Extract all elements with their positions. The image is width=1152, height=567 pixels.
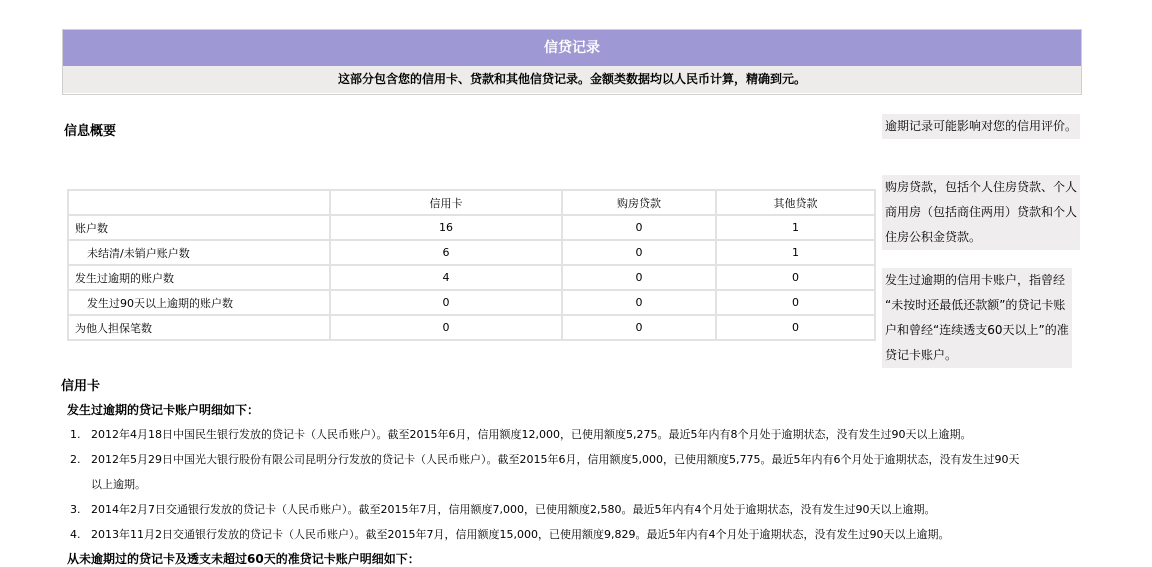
note-housing-loan [882, 175, 1080, 250]
list-item: 4. 2013年11月2日交通银行发放的贷记卡（人民币账户）。截至2015年7月，信用额度15,000，已使用额度9,829。最近5年内有4个月处于逾期状态，没有发生过90天以上逾期。 [70, 528, 950, 541]
table-cell: 4 [330, 265, 562, 290]
table-cell: 0 [330, 315, 562, 340]
banner-title: 信贷记录 [63, 30, 1081, 66]
record-text: 2013年11月2日交通银行发放的贷记卡（人民币账户）。截至2015年7月，信用额度15,000，已使用额度9,829。最近5年内有4个月处于逾期状态，没有发生过90天以上逾期。 [91, 528, 950, 541]
column-header: 购房贷款 [562, 190, 716, 215]
list-item: 1. 2012年4月18日中国民生银行发放的贷记卡（人民币账户）。截至2015年6月，信用额度12,000，已使用额度5,275。最近5年内有8个月处于逾期状态，没有发生过90天以上逾期。 [70, 428, 972, 441]
credit-record-banner [62, 29, 1082, 95]
table-cell: 0 [562, 265, 716, 290]
normal-cards-heading: 从未逾期过的贷记卡及透支未超过60天的准贷记卡账户明细如下： [67, 552, 420, 566]
table-row [68, 290, 875, 315]
table-row [68, 215, 875, 240]
column-header [68, 190, 330, 215]
table-cell: 16 [330, 215, 562, 240]
note-overdue-card-definition [882, 268, 1072, 368]
record-text: 2012年4月18日中国民生银行发放的贷记卡（人民币账户）。截至2015年6月，信用额度12,000，已使用额度5,275。最近5年内有8个月处于逾期状态，没有发生过90天以上逾期。 [91, 428, 972, 441]
table-row [68, 315, 875, 340]
table-cell: 0 [330, 290, 562, 315]
note-line: “未按时还最低还款额”的贷记卡账 [885, 298, 1066, 312]
row-label: 发生过90天以上逾期的账户数 [68, 290, 330, 315]
table-cell: 0 [716, 315, 875, 340]
table-cell: 0 [562, 290, 716, 315]
overview-table [67, 189, 876, 341]
overview-heading: 信息概要 [64, 124, 117, 139]
table-header-row [68, 190, 875, 215]
credit-card-heading: 信用卡 [61, 379, 101, 394]
record-text: 2012年5月29日中国光大银行股份有限公司昆明分行发放的贷记卡（人民币账户）。截至2015年6月，信用额度5,000，已使用额度5,775。最近5年内有6个月处于逾期状态，没有发生过90天 [91, 453, 1020, 466]
note-line: 购房贷款，包括个人住房贷款、个人 [885, 180, 1078, 194]
note-line: 发生过逾期的信用卡账户，指曾经 [885, 273, 1066, 287]
record-text: 2014年2月7日交通银行发放的贷记卡（人民币账户）。截至2015年7月，信用额度7,000，已使用额度2,580。最近5年内有4个月处于逾期状态，没有发生过90天以上逾期。 [91, 503, 936, 516]
table-row [68, 265, 875, 290]
note-overdue-impact [882, 114, 1080, 139]
overdue-card-list [67, 422, 1079, 547]
table-cell: 0 [716, 265, 875, 290]
banner-subtitle: 这部分包含您的信用卡、贷款和其他信贷记录。金额类数据均以人民币计算，精确到元。 [63, 66, 1081, 93]
note-line: 贷记卡账户。 [885, 348, 958, 362]
clipped-header-row [0, 0, 1152, 4]
note-line: 住房公积金贷款。 [885, 230, 982, 244]
list-item: 2. 2012年5月29日中国光大银行股份有限公司昆明分行发放的贷记卡（人民币账户）。截至2015年6月，信用额度5,000，已使用额度5,775。最近5年内有6个月处于逾期状态，没有发生过90天 以上逾期。 [67, 447, 1079, 497]
row-label: 账户数 [68, 215, 330, 240]
table-cell: 1 [716, 215, 875, 240]
column-header: 信用卡 [330, 190, 562, 215]
row-label: 发生过逾期的账户数 [68, 265, 330, 290]
list-item: 3. 2014年2月7日交通银行发放的贷记卡（人民币账户）。截至2015年7月，信用额度7,000，已使用额度2,580。最近5年内有4个月处于逾期状态，没有发生过90天以上逾期。 [70, 503, 936, 516]
row-label: 未结清/未销户账户数 [68, 240, 330, 265]
note-line: 商用房（包括商住两用）贷款和个人 [885, 205, 1078, 219]
table-cell: 0 [562, 240, 716, 265]
record-text: 以上逾期。 [91, 478, 146, 491]
note-line: 逾期记录可能影响对您的信用评价。 [885, 119, 1078, 133]
table-cell: 1 [716, 240, 875, 265]
row-label: 为他人担保笔数 [68, 315, 330, 340]
note-line: 户和曾经“连续透支60天以上”的准 [885, 323, 1069, 337]
overdue-cards-heading: 发生过逾期的贷记卡账户明细如下： [67, 403, 260, 417]
column-header: 其他贷款 [716, 190, 875, 215]
table-cell: 0 [562, 315, 716, 340]
table-row [68, 240, 875, 265]
table-cell: 6 [330, 240, 562, 265]
table-cell: 0 [562, 215, 716, 240]
table-cell: 0 [716, 290, 875, 315]
